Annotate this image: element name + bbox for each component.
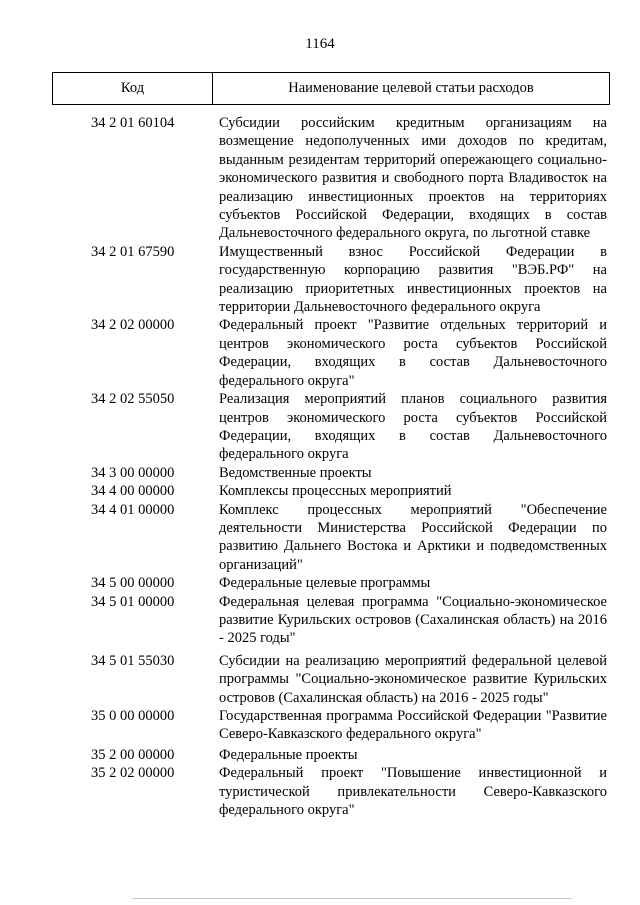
table-row [0,652,640,707]
budget-items-list [0,114,640,819]
row-code: 34 5 01 55030 [91,652,175,669]
row-name: Федеральная целевая программа "Социально-экономическое развитие Курильских островов (Сахалинская область) на 2016 - 2025 годы" [219,593,607,647]
row-name: Федеральный проект "Развитие отдельных территорий и центров экономического роста субъектов Российской Федерации, входящих в состав Дальневосточного федерального округа" [219,317,607,389]
row-name: Комплексы процессных мероприятий [219,483,452,500]
row-code: 34 2 02 55050 [91,391,175,408]
row-code: 35 2 00 00000 [91,746,175,763]
row-code: 35 2 02 00000 [91,765,175,782]
row-code: 34 5 00 00000 [91,575,175,592]
table-row [0,114,640,243]
row-name: Федеральные целевые программы [219,575,431,592]
row-name: Субсидии на реализацию мероприятий федеральной целевой программы "Социально-экономическое развитие Курильских островов (Сахалинская область) на 2016 - 2025 годы" [219,652,607,706]
column-header-name: Наименование целевой статьи расходов [288,80,534,96]
row-code: 35 0 00 00000 [91,708,175,724]
row-name: Федеральный проект "Повышение инвестиционной и туристической привлекательности Северо-Кавказского федерального округа" [219,765,607,819]
column-header-code: Код [53,73,213,104]
table-row [0,482,640,500]
table-row [0,316,640,390]
row-code: 34 2 02 00000 [91,317,175,334]
row-code: 34 5 01 00000 [91,593,175,610]
table-row [0,574,640,592]
scan-edge-line [132,898,572,899]
table-row [0,593,640,648]
row-name: Государственная программа Российской Федерации "Развитие Северо-Кавказского федерального округа" [219,708,607,743]
row-name: Комплекс процессных мероприятий "Обеспечение деятельности Министерства Российской Федерации по развитию Дальнего Востока и Арктики и подведомственных организаций" [219,501,607,573]
row-code: 34 3 00 00000 [91,464,175,481]
row-name: Ведомственные проекты [219,464,372,481]
table-row [0,707,640,744]
table-row [0,764,640,819]
row-name: Субсидии российским кредитным организациям на возмещение недополученных ими доходов по кредитам, выданным резидентам территорий опережающего социально-экономического развития и свободного порта Владивосток на реализацию инвестиционных проектов на территориях субъектов Российской Федерации, входящих в состав Дальневосточного федерального округа, по льготной ставке [219,115,607,242]
table-row [0,390,640,464]
row-code: 34 2 01 60104 [91,115,175,131]
page-number: 1164 [305,36,335,52]
table-row [0,501,640,575]
row-name: Реализация мероприятий планов социального развития центров экономического роста субъектов Российской Федерации, входящих в состав Дальневосточного федерального округа [219,391,607,463]
table-header [52,72,610,105]
row-code: 34 4 01 00000 [91,501,175,518]
row-code: 34 4 00 00000 [91,483,175,500]
row-name: Имущественный взнос Российской Федерации в государственную корпорацию развития "ВЭБ.РФ" на реализацию приоритетных инвестиционных проектов на территории Дальневосточного федерального округа [219,243,607,316]
row-code: 34 2 01 67590 [91,243,175,260]
row-name: Федеральные проекты [219,746,358,763]
table-row [0,243,640,317]
table-row [0,746,640,764]
table-row [0,464,640,482]
